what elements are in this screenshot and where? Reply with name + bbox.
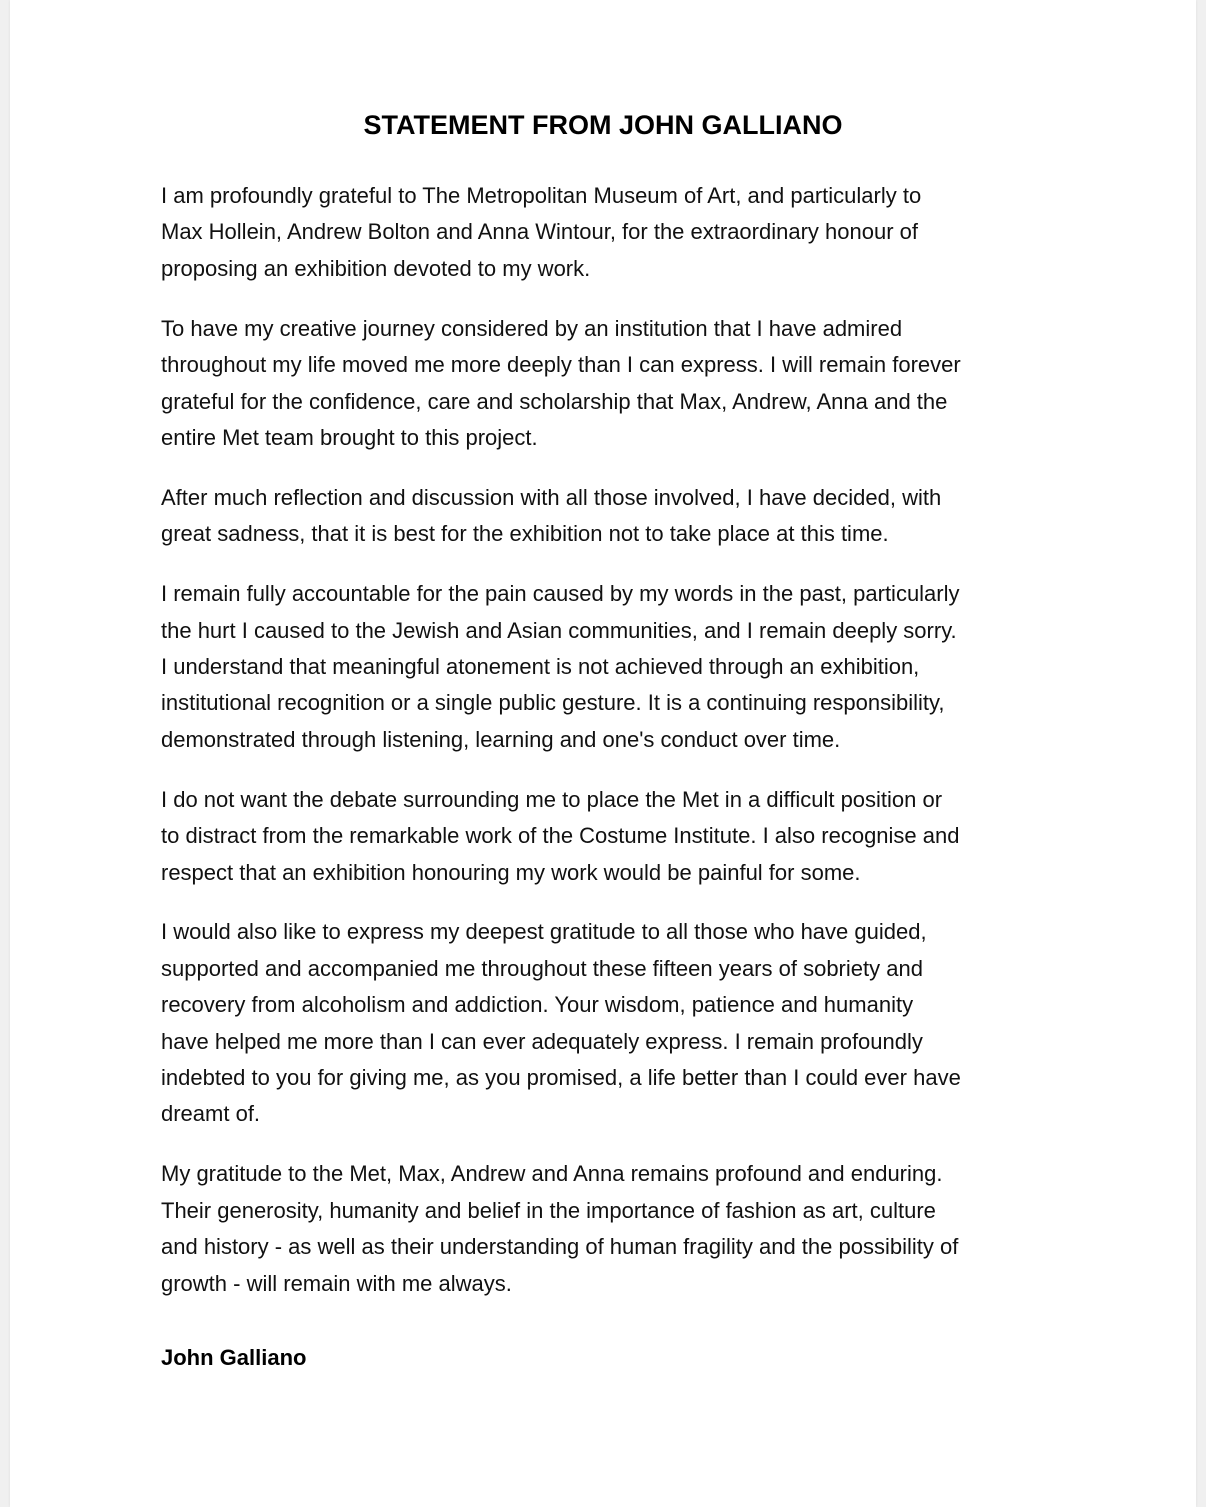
text-line: recovery from alcoholism and addiction. Your wisdom, patience and humanity: [161, 992, 914, 1018]
text-line: Max Hollein, Andrew Bolton and Anna Wintour, for the extraordinary honour of: [161, 219, 918, 245]
text-line: great sadness, that it is best for the exhibition not to take place at this time.: [161, 521, 889, 547]
statement-body: [161, 178, 1071, 1325]
text-line: Their generosity, humanity and belief in the importance of fashion as art, culture: [161, 1197, 936, 1223]
text-line: indebted to you for giving me, as you promised, a life better than I could ever have: [161, 1065, 961, 1091]
text-line: growth - will remain with me always.: [161, 1270, 512, 1296]
text-line: to distract from the remarkable work of the Costume Institute. I also recognise and: [161, 823, 960, 849]
text-line: demonstrated through listening, learning and one's conduct over time.: [161, 726, 841, 752]
text-line: I do not want the debate surrounding me to place the Met in a difficult position or: [161, 786, 943, 812]
signature: John Galliano: [161, 1345, 307, 1370]
paragraph: [161, 311, 1071, 457]
text-line: proposing an exhibition devoted to my work.: [161, 255, 591, 281]
text-line: dreamt of.: [161, 1101, 261, 1127]
text-line: I am profoundly grateful to The Metropolitan Museum of Art, and particularly to: [161, 183, 922, 208]
text-line: entire Met team brought to this project.: [161, 424, 538, 450]
text-line: and history - as well as their understanding of human fragility and the possibility of: [161, 1234, 959, 1260]
text-line: To have my creative journey considered by an institution that I have admired: [161, 315, 903, 341]
text-line: supported and accompanied me throughout these fifteen years of sobriety and: [161, 955, 923, 981]
text-line: I understand that meaningful atonement is not achieved through an exhibition,: [161, 653, 920, 679]
text-line: the hurt I caused to the Jewish and Asian communities, and I remain deeply sorry.: [161, 617, 957, 643]
text-line: grateful for the confidence, care and scholarship that Max, Andrew, Anna and the: [161, 388, 948, 414]
text-line: have helped me more than I can ever adequately express. I remain profoundly: [161, 1028, 923, 1054]
text-line: I remain fully accountable for the pain caused by my words in the past, particularly: [161, 581, 960, 607]
text-line: respect that an exhibition honouring my work would be painful for some.: [161, 859, 861, 885]
statement-title: STATEMENT FROM JOHN GALLIANO: [363, 110, 843, 140]
paragraph: [161, 178, 1071, 287]
document-page: [10, 0, 1196, 1507]
text-line: After much reflection and discussion with all those involved, I have decided, with: [161, 484, 942, 510]
paragraph: [161, 914, 1071, 1132]
paragraph: [161, 480, 1071, 553]
paragraph: [161, 576, 1071, 758]
text-line: institutional recognition or a single public gesture. It is a continuing responsibility,: [161, 690, 945, 716]
paragraph: [161, 1156, 1071, 1302]
text-line: I would also like to express my deepest gratitude to all those who have guided,: [161, 919, 927, 945]
text-line: My gratitude to the Met, Max, Andrew and Anna remains profound and enduring.: [161, 1161, 943, 1187]
text-line: throughout my life moved me more deeply than I can express. I will remain forever: [161, 352, 961, 378]
paragraph: [161, 782, 1071, 891]
